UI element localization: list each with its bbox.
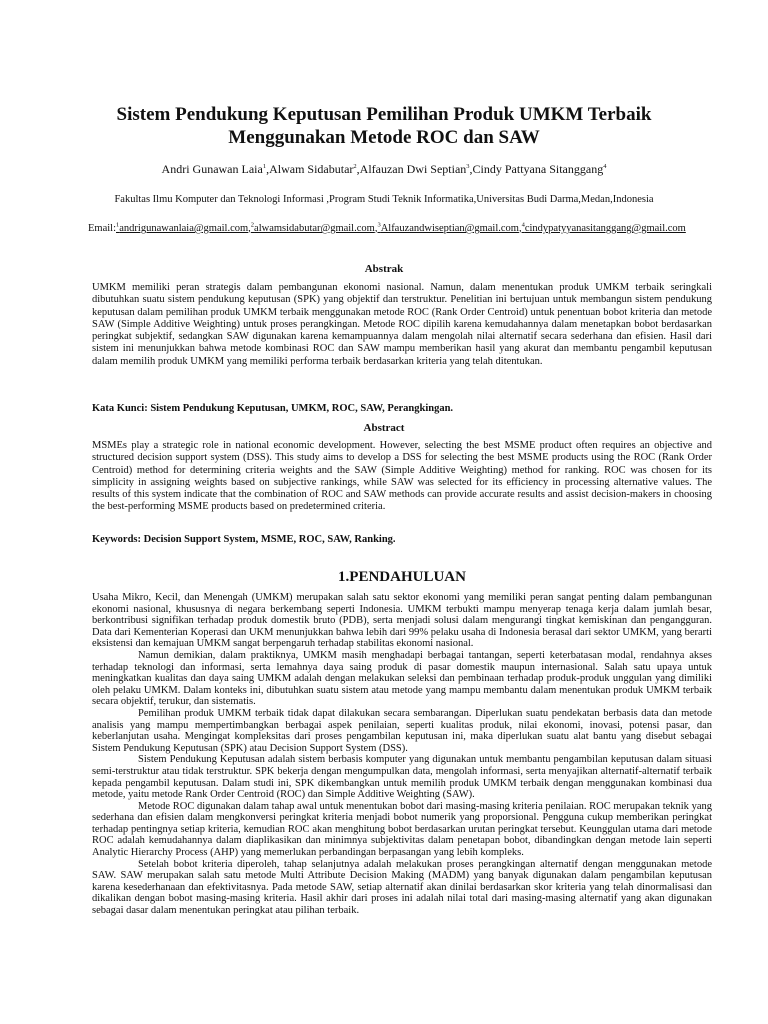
- email-sup: 2: [250, 221, 255, 229]
- body-paragraph: Pemilihan produk UMKM terbaik tidak dapat dilakukan secara sembarangan. Diperlukan suatu pendekatan berbasis data dan metode analisis yang mampu mempertimbangkan berbagai aspek penilaian, seperti kualitas produk, nilai ekonomi, inovasi, potensi pasar, dan keberlanjutan usaha. Mengingat kompleksitas dari proses pengambilan keputusan ini, maka diperlukan suatu alat bantu yang disebut sebagai Sistem Pendukung Keputusan (SPK) atau Decision Support System (DSS).: [92, 707, 712, 754]
- author-name: Alwam Sidabutar: [269, 162, 354, 176]
- email-address: Alfauzandwiseptian@gmail.com: [380, 223, 519, 234]
- email-address: cindypatyyanasitanggang@gmail.com: [524, 223, 686, 234]
- abstract-heading: Abstract: [363, 422, 405, 434]
- title-line-2: Menggunakan Metode ROC dan SAW: [228, 127, 540, 148]
- email-link[interactable]: [522, 223, 686, 234]
- email-sep: ,: [374, 223, 378, 234]
- author-sep: ,: [469, 162, 473, 176]
- abstrak-text: UMKM memiliki peran strategis dalam pembangunan ekonomi nasional. Namun, dalam menentukan produk UMKM terbaik seringkali dibutuhkan suatu sistem pendukung keputusan (SPK) yang objektif dan terstruktur. Penelitian ini bertujuan untuk membangun sistem pendukung keputusan dalam pemilihan produk UMKM terbaik menggunakan metode ROC (Rank Order Centroid) untuk penentuan bobot kriteria dan metode SAW (Simple Additive Weighting) untuk proses perangkingan. Metode ROC dipilih karena kemudahannya dalam menetapkan bobot berdasarkan peringkat subjektif, sedangkan SAW digunakan karena kemampuannya dalam mengolah nilai alternatif secara sederhana dan efisien. Hasil dari sistem ini menunjukkan bahwa metode kombinasi ROC dan SAW mampu memberikan hasil yang akurat dan membantu pengambil keputusan dalam memilih produk UMKM yang memiliki performa terbaik berdasarkan kriteria yang telah ditentukan.: [92, 282, 712, 367]
- body-paragraph: Metode ROC digunakan dalam tahap awal untuk menentukan bobot dari masing-masing kriteria penilaian. ROC merupakan teknik yang sederhana dan efisien dalam mengkonversi peringkat kriteria menjadi bobot numerik yang proporsional. Pengguna cukup memberikan peringkat terhadap pentingnya setiap kriteria, kemudian ROC akan menghitung bobot berdasarkan urutan peringkat tersebut. Keunggulan utama dari metode ROC adalah kemudahannya dalam diaplikasikan dan minimnya subjektivitas dalam penetapan bobot, dibandingkan dengan metode lain seperti Analytic Hierarchy Process (AHP) yang memerlukan perbandingan berpasangan yang lebih kompleks.: [92, 800, 712, 859]
- email-sep: ,: [248, 223, 251, 234]
- email-address: alwamsidabutar@gmail.com: [254, 223, 375, 234]
- author-list: [88, 162, 680, 177]
- body-paragraph: Usaha Mikro, Kecil, dan Menengah (UMKM) merupakan salah satu sektor ekonomi yang memiliki peran sangat penting dalam pembangunan ekonomi nasional, khususnya di negara berkembang seperti Indonesia. UMKM terbukti mampu menyerap tenaga kerja dalam jumlah besar, berkontribusi signifikan terhadap produk domestik bruto (PDB), serta menjadi solusi dalam mengurangi tingkat kemiskinan dan pengangguran. Data dari Kementerian Koperasi dan UKM menunjukkan bahwa lebih dari 99% pelaku usaha di Indonesia berasal dari sektor UMKM, yang berarti eksistensi dan kemajuan UMKM sangat berpengaruh terhadap stabilitas ekonomi nasional.: [92, 592, 712, 650]
- author-sep: ,: [356, 162, 360, 176]
- author-affil-sup: 3: [466, 163, 470, 170]
- affiliation: Fakultas Ilmu Komputer dan Teknologi Informasi ,Program Studi Teknik Informatika,Universitas Budi Darma,Medan,Indonesia: [114, 194, 654, 205]
- email-address: andrigunawanlaia@gmail.com: [119, 223, 249, 234]
- email-sup: 4: [521, 221, 525, 229]
- email-list: [88, 221, 686, 235]
- keywords: Keywords: Decision Support System, MSME, ROC, SAW, Ranking.: [92, 534, 396, 545]
- email-sep: ,: [518, 223, 522, 234]
- kata-kunci: Kata Kunci: Sistem Pendukung Keputusan, UMKM, ROC, SAW, Perangkingan.: [92, 403, 454, 414]
- abstrak-heading: Abstrak: [364, 263, 404, 275]
- author-sep: ,: [266, 162, 270, 176]
- author-affil-sup: 4: [603, 163, 607, 170]
- body-paragraph: Namun demikian, dalam praktiknya, UMKM masih menghadapi berbagai tantangan, seperti keterbatasan modal, rendahnya akses terhadap teknologi dan informasi, serta lemahnya daya saing produk di pasar domestik maupun internasional. Salah satu upaya untuk meningkatkan kualitas dan daya saing UMKM adalah dengan melakukan seleksi dan pembinaan terhadap produk-produk unggulan yang dimiliki oleh pelaku UMKM. Dalam konteks ini, dibutuhkan suatu sistem atau metode yang mampu membantu dalam menentukan produk UMKM terbaik secara objektif, terukur, dan sistematis.: [92, 649, 712, 708]
- author-name: Cindy Pattyana Sitanggang: [472, 162, 604, 176]
- email-sup: 1: [116, 221, 120, 229]
- author-name: Andri Gunawan Laia: [161, 162, 263, 176]
- email-link[interactable]: [251, 223, 375, 234]
- email-link[interactable]: [116, 223, 248, 234]
- section-body: [92, 592, 712, 917]
- body-paragraph: Setelah bobot kriteria diperoleh, tahap selanjutnya adalah melakukan proses perangkingan alternatif dengan menggunakan metode SAW. SAW merupakan salah satu metode Multi Attribute Decision Making (MADM) yang banyak digunakan dalam pengambilan keputusan karena kesederhanaan dan efektivitasnya. Pada metode SAW, setiap alternatif akan dinilai berdasarkan skor kriteria yang telah dinormalisasi dan dikalikan dengan bobot masing-masing kriteria. Hasil akhir dari proses ini adalah nilai total dari masing-masing alternatif yang akan digunakan sebagai dasar dalam menentukan peringkat atau pilihan terbaik.: [92, 858, 712, 917]
- section-heading: 1.PENDAHULUAN: [338, 569, 466, 585]
- email-prefix: Email:: [88, 223, 116, 234]
- email-link[interactable]: [374, 221, 519, 234]
- body-paragraph: Sistem Pendukung Keputusan adalah sistem berbasis komputer yang digunakan untuk membantu pengambilan keputusan dalam situasi semi-terstruktur atau tidak terstruktur. SPK bekerja dengan mengumpulkan data, mengolah informasi, serta menyajikan alternatif-alternatif terbaik kepada pengambil keputusan. Dalam studi ini, SPK dikembangkan untuk memilih produk UMKM terbaik dengan menggunakan kombinasi dua metode, yaitu metode Rank Order Centroid (ROC) dan Simple Additive Weighting (SAW).: [92, 754, 712, 801]
- author-name: Alfauzan Dwi Septian: [359, 162, 467, 176]
- paper-title: [100, 103, 668, 149]
- email-sup: 3: [377, 221, 381, 229]
- title-line-1: Sistem Pendukung Keputusan Pemilihan Produk UMKM Terbaik: [116, 104, 652, 125]
- author-affil-sup: 1: [262, 163, 267, 170]
- abstract-text: MSMEs play a strategic role in national economic development. However, selecting the best MSME product often requires an objective and structured decision support system (DSS). This study aims to develop a DSS for selecting the best MSME products using the ROC (Rank Order Centroid) method for determining criteria weights and the SAW (Simple Additive Weighting) method for ranking. ROC was chosen for its simplicity in assigning weights based on subjective rankings, while SAW was selected for its efficiency in processing alternative values. The results of this system indicate that the combination of ROC and SAW methods can provide accurate results and assist decision-makers in choosing the best-performing MSME products based on predetermined criteria.: [92, 440, 712, 513]
- author-affil-sup: 2: [353, 163, 357, 170]
